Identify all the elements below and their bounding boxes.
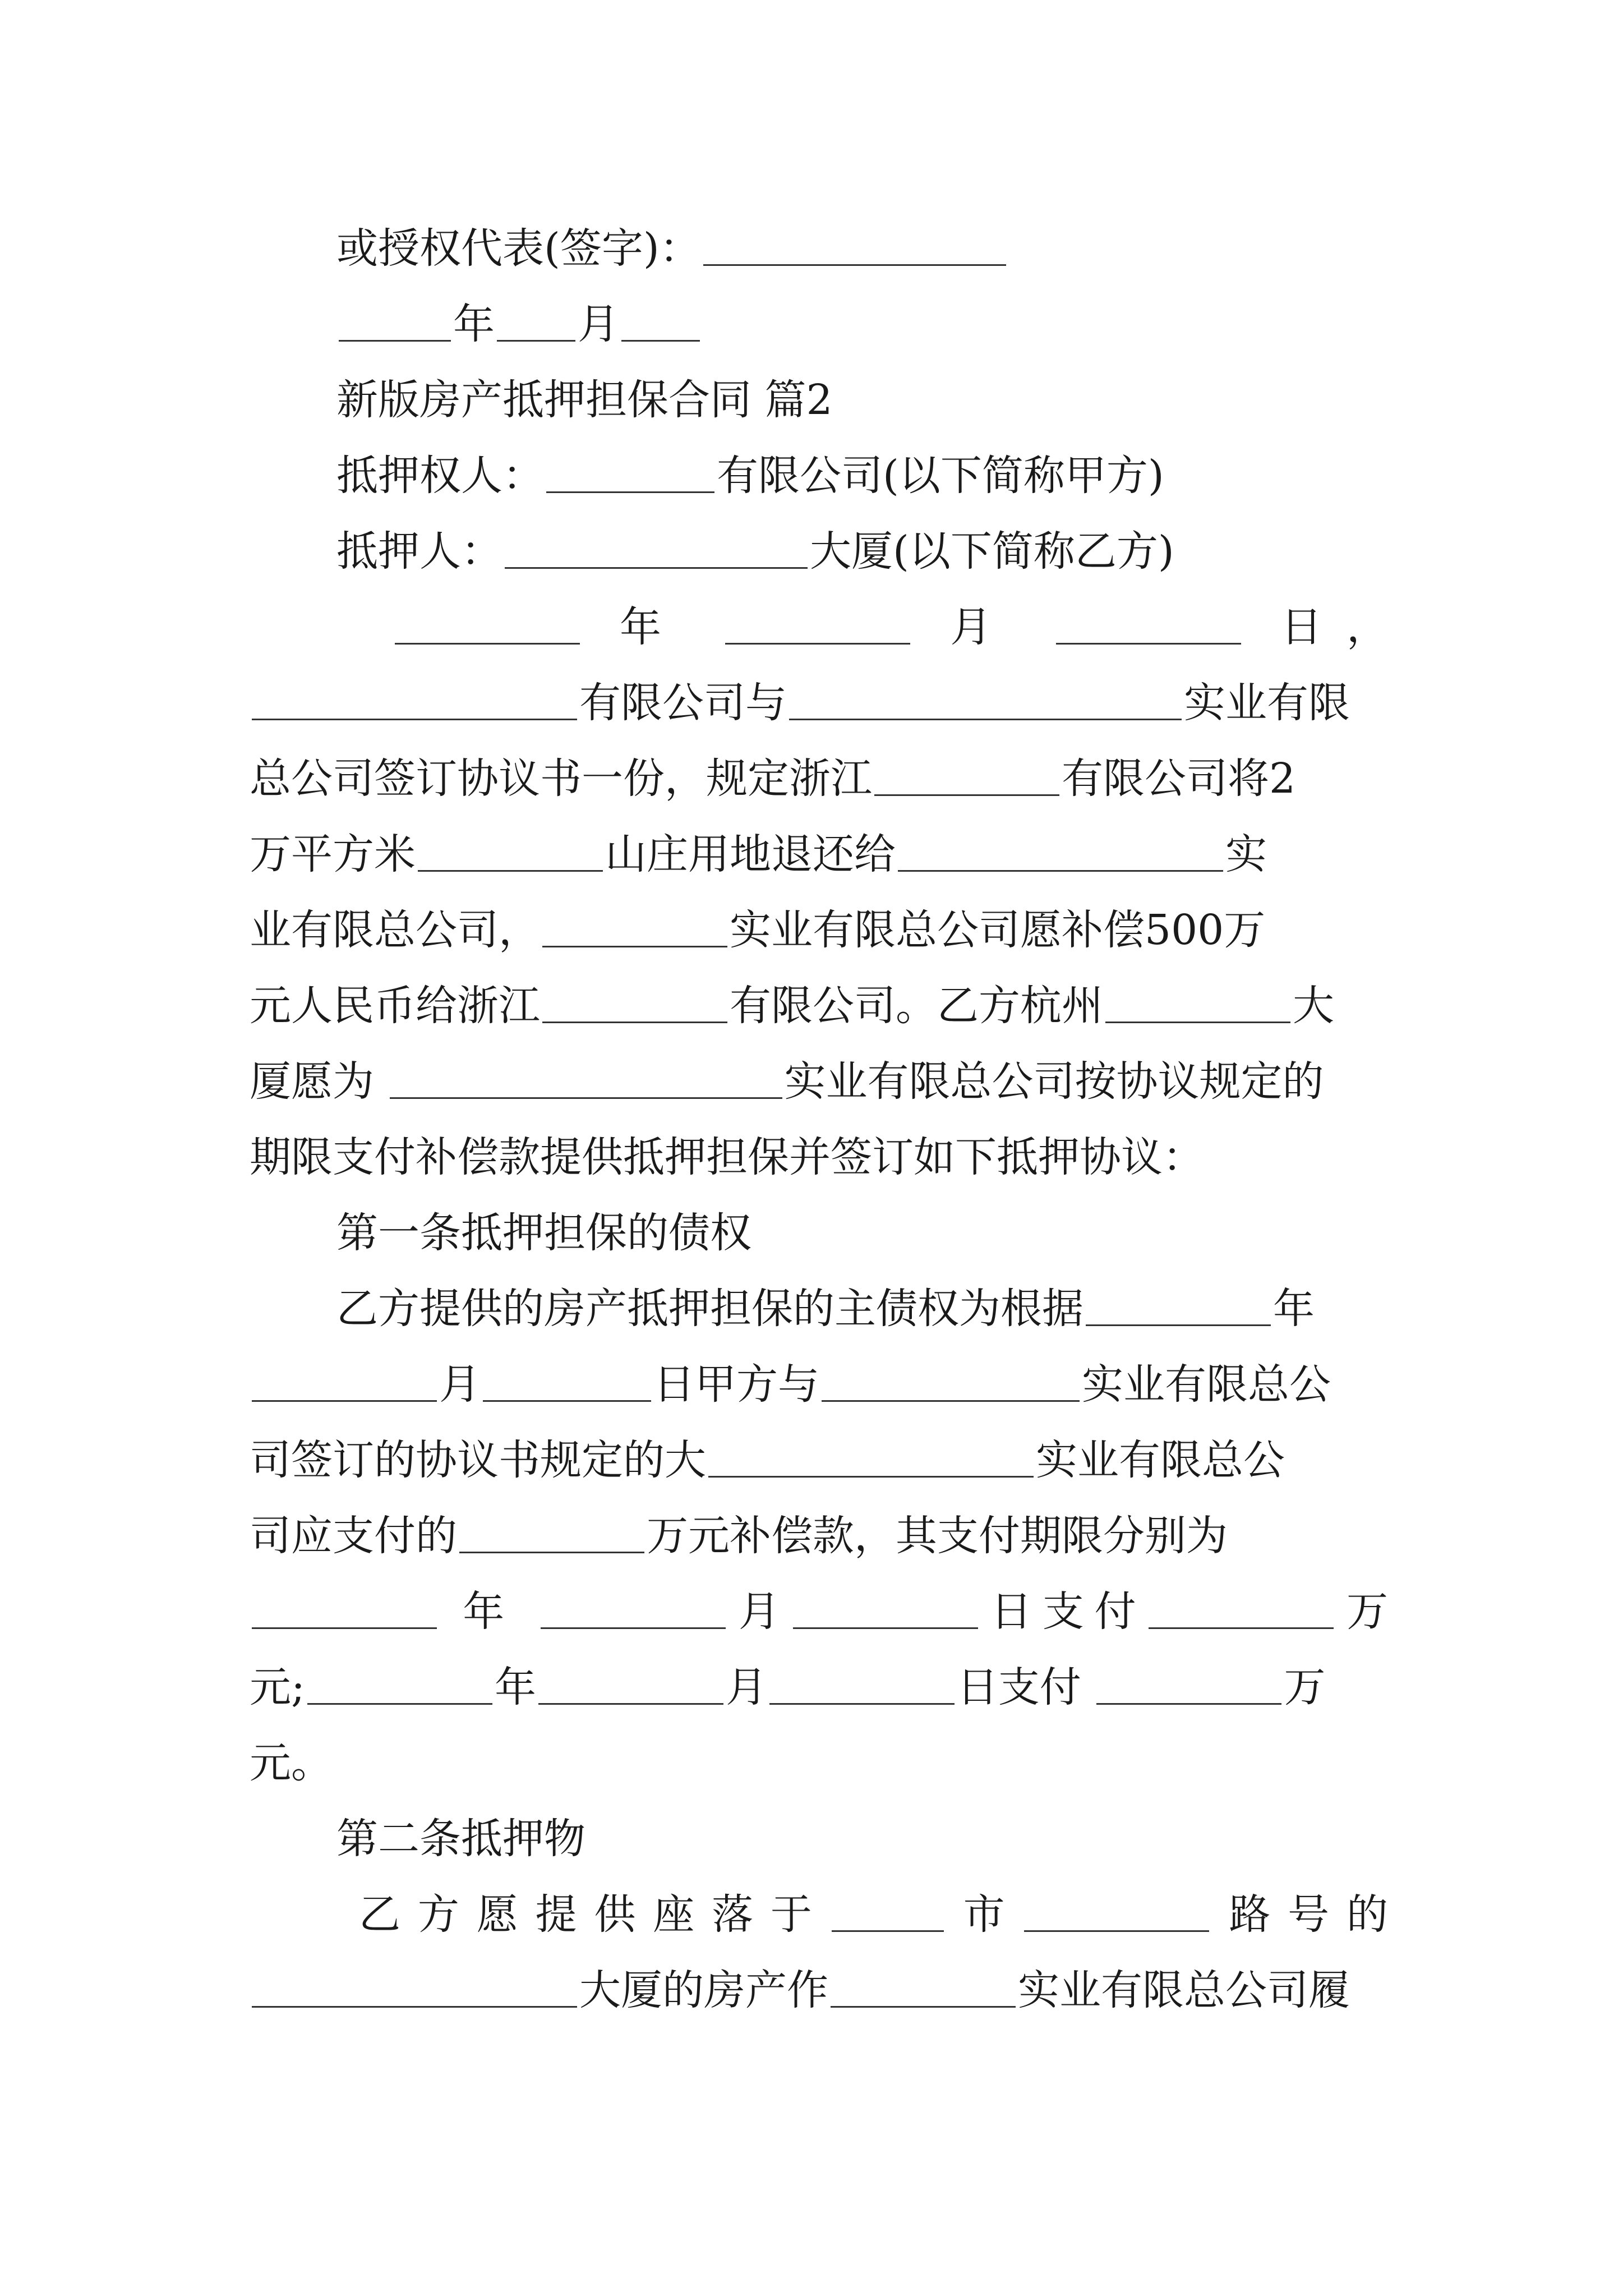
p2-line-5 [250, 1573, 1388, 1650]
mortgagee-suffix: 有限公司(以下简称甲方) [717, 452, 1164, 500]
blank [1056, 601, 1241, 645]
text: 有限公司。乙方杭州 [730, 982, 1103, 1030]
text: 日支付 [980, 1588, 1147, 1636]
blank [1086, 1283, 1271, 1326]
blank [708, 1434, 1034, 1478]
text: 元人民币给浙江 [250, 982, 540, 1030]
text: 实业有限总公司按协议规定的 [784, 1057, 1324, 1106]
text: 实 [1225, 830, 1267, 878]
blank [822, 1359, 1080, 1402]
blank [542, 980, 727, 1023]
blank [1024, 1889, 1209, 1932]
day-blank [621, 298, 700, 342]
blank [390, 1056, 782, 1099]
p1-line-3 [250, 740, 1388, 817]
text: 有限公司将2 [1062, 754, 1296, 803]
blank [874, 753, 1059, 796]
blank [418, 829, 603, 872]
mortgagor-blank [505, 526, 808, 569]
p3-line-2 [250, 1952, 1388, 2028]
blank [252, 1586, 437, 1629]
p2-line-3 [250, 1422, 1388, 1498]
blank [789, 677, 1182, 720]
month-blank [497, 298, 575, 342]
text: 年 [619, 603, 686, 651]
text: 业有限总公司， [250, 906, 540, 954]
year-label: 年 [453, 300, 495, 348]
p1-line-5 [250, 892, 1388, 968]
text: 日， [1280, 603, 1389, 651]
blank [725, 601, 910, 645]
text: 年 [463, 1588, 515, 1636]
p2-line-4 [250, 1498, 1388, 1574]
text: 年 [494, 1663, 536, 1711]
p2-line-7: 元。 [250, 1739, 333, 1787]
blank [1105, 980, 1290, 1023]
text: 万 [1284, 1663, 1326, 1711]
p1-line-7 [250, 1043, 1388, 1120]
p2-line-6 [250, 1649, 1388, 1726]
blank [395, 601, 580, 645]
date-line [336, 286, 1388, 362]
text: 实业有限总公 [1036, 1436, 1285, 1484]
signature-blank [703, 223, 1006, 266]
p2-line-2 [250, 1346, 1388, 1423]
text: 实业有限总公司履 [1018, 1966, 1350, 2014]
text: 乙方提供的房产抵押担保的主债权为根据 [336, 1285, 1083, 1333]
text: 万 [1336, 1588, 1389, 1636]
blank [483, 1359, 651, 1402]
text: 实业有限总公 [1082, 1360, 1331, 1409]
section-title: 新版房产抵押担保合同 篇2 [336, 376, 833, 424]
text: 路号的 [1211, 1890, 1389, 1939]
text: 厦愿为 [250, 1057, 374, 1106]
p1-line-6 [250, 968, 1388, 1044]
text: 年 [1273, 1285, 1315, 1333]
blank [832, 1889, 944, 1932]
p1-line-2 [250, 665, 1388, 741]
mortgagee-blank [546, 450, 714, 493]
text: 有限公司与 [579, 679, 787, 727]
mortgagee-line [336, 438, 1388, 514]
blank [459, 1510, 644, 1553]
signature-label: 或授权代表(签字)： [336, 224, 701, 273]
year-blank [339, 298, 451, 342]
p3-line-1 [359, 1876, 1388, 1953]
p2-line-1 [336, 1271, 1388, 1347]
month-label: 月 [578, 300, 619, 348]
article-2-title: 第二条抵押物 [336, 1815, 585, 1863]
blank [538, 1662, 723, 1705]
signature-line [336, 210, 1388, 287]
article-1-title: 第一条抵押担保的债权 [336, 1209, 751, 1257]
blank [769, 1662, 955, 1705]
text: 市 [946, 1890, 1022, 1939]
text: 月 [725, 1663, 767, 1711]
blank [831, 1964, 1016, 2008]
blank [542, 904, 727, 947]
blank [252, 1359, 437, 1402]
text: 月 [728, 1588, 791, 1636]
mortgagee-label: 抵押权人： [336, 452, 544, 500]
blank [252, 677, 577, 720]
text: 日甲方与 [653, 1360, 819, 1409]
p1-line-8: 期限支付补偿款提供抵押担保并签订如下抵押协议： [250, 1133, 1204, 1181]
p1-line-1 [393, 589, 1388, 665]
text: 乙方愿提供座落于 [359, 1890, 829, 1939]
text: 元; [250, 1663, 305, 1711]
text: 月 [950, 603, 1016, 651]
blank [1096, 1662, 1281, 1705]
mortgagor-suffix: 大厦(以下简称乙方) [810, 527, 1174, 576]
blank [793, 1586, 978, 1629]
text: 山庄用地退还给 [605, 830, 896, 878]
p1-line-4 [250, 816, 1388, 892]
text: 万平方米 [250, 830, 416, 878]
text: 万元补偿款，其支付期限分别为 [647, 1512, 1228, 1560]
text: 总公司签订协议书一份，规定浙江 [250, 754, 872, 803]
text: 月 [439, 1360, 481, 1409]
blank [898, 829, 1223, 872]
blank [307, 1662, 492, 1705]
blank [1149, 1586, 1334, 1629]
text: 实业有限总公司愿补偿500万 [730, 906, 1266, 954]
blank [541, 1586, 726, 1629]
mortgagor-label: 抵押人： [336, 527, 502, 576]
text: 日支付 [956, 1663, 1081, 1711]
mortgagor-line [336, 513, 1388, 590]
text: 大 [1293, 982, 1334, 1030]
text: 大厦的房产作 [579, 1966, 828, 2014]
blank [252, 1964, 577, 2008]
text: 司应支付的 [250, 1512, 457, 1560]
text: 实业有限 [1184, 679, 1350, 727]
text: 司签订的协议书规定的大 [250, 1436, 706, 1484]
